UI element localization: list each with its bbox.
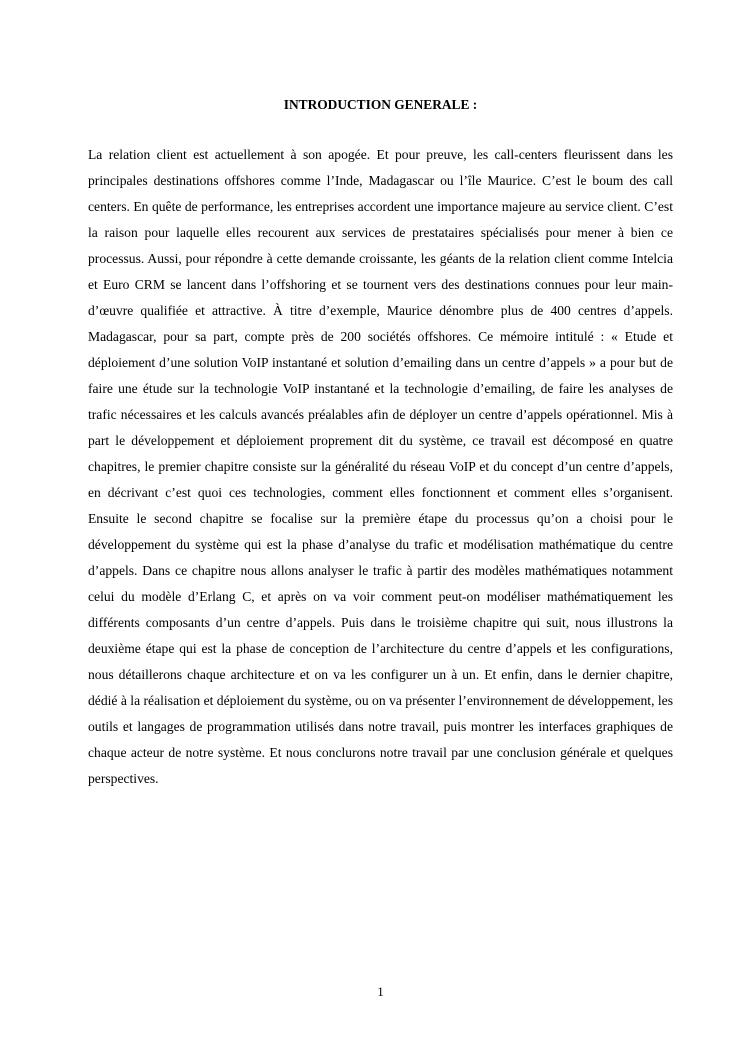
page-number: 1: [377, 984, 384, 999]
page-title: INTRODUCTION GENERALE :: [283, 97, 478, 112]
body-paragraph: La relation client est actuellement à son apogée. Et pour preuve, les call-centers fleurissent dans les principales destinations offshores comme l’Inde, Madagascar ou l’île Maurice. C’est le boum des call centers. En quête de performance, les entreprises accordent une importance majeure au service client. C’est la raison pour laquelle elles recourent aux services de prestataires spécialisés pour mener à bien ce processus. Aussi, pour répondre à cette demande croissante, les géants de la relation client comme Intelcia et Euro CRM se lancent dans l’offshoring et se tournent vers des destinations connues pour leur main-d’œuvre qualifiée et attractive. À titre d’exemple, Maurice dénombre plus de 400 centres d’appels. Madagascar, pour sa part, compte près de 200 sociétés offshores. Ce mémoire intitulé : « Etude et déploiement d’une solution VoIP instantané et solution d’emailing dans un centre d’appels » a pour but de faire une étude sur la technologie VoIP instantané et la technologie d’emailing, de faire les analyses de trafic nécessaires et les calculs avancés préalables afin de déployer un centre d’appels opérationnel. Mis à part le développement et déploiement proprement dit du système, ce travail est décomposé en quatre chapitres, le premier chapitre consiste sur la généralité du réseau VoIP et du concept d’un centre d’appels, en décrivant c’est quoi ces technologies, comment elles fonctionnent et comment elles s’organisent. Ensuite le second chapitre se focalise sur la première étape du processus qu’on a choisi pour le développement du système qui est la phase d’analyse du trafic et modélisation mathématique du centre d’appels. Dans ce chapitre nous allons analyser le trafic à partir des modèles mathématiques notamment celui du modèle d’Erlang C, et après on va voir comment peut-on modéliser mathématiquement les différents composants d’un centre d’appels. Puis dans le troisième chapitre qui suit, nous illustrons la deuxième étape qui est la phase de conception de l’architecture du centre d’appels et les configurations, nous détaillerons chaque architecture et on va les configurer un à un. Et enfin, dans le dernier chapitre, dédié à la réalisation et déploiement du système, ou on va présenter l’environnement de développement, les outils et langages de programmation utilisés dans notre travail, puis montrer les interfaces graphiques de chaque acteur de notre système. Et nous conclurons notre travail par une conclusion générale et quelques perspectives.: [88, 147, 673, 786]
